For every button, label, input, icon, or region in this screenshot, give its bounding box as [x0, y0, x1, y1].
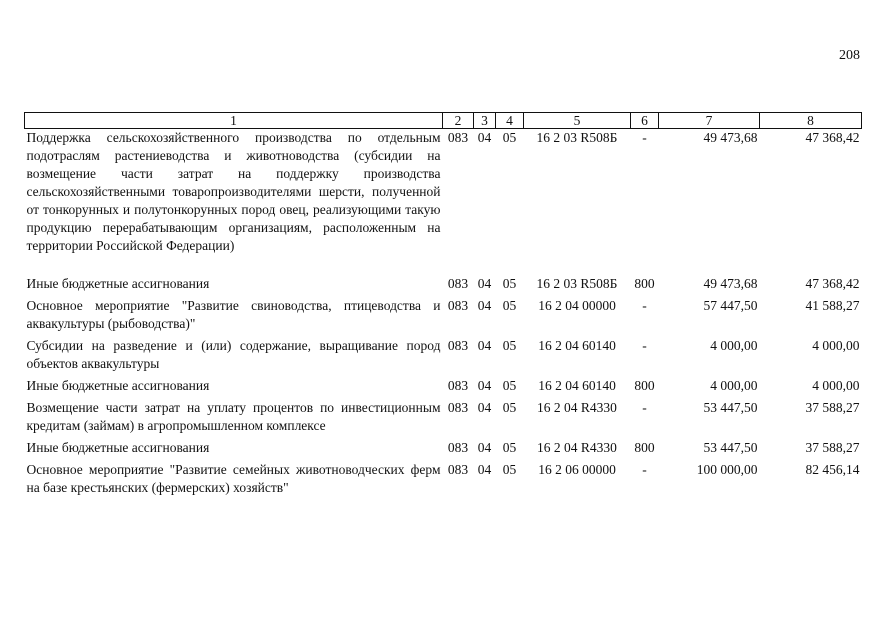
row-sum-1: 53 447,50 — [703, 400, 758, 415]
row-rz: 04 — [477, 276, 492, 291]
row-vr: 800 — [634, 378, 655, 393]
row-rz: 04 — [477, 440, 492, 455]
row-gr: 083 — [447, 338, 469, 353]
row-pr: 05 — [502, 298, 517, 313]
row-gr: 083 — [447, 130, 469, 145]
row-gr: 083 — [447, 400, 469, 415]
table-row — [25, 435, 862, 457]
row-sum-2: 47 368,42 — [805, 130, 860, 145]
row-name: Субсидии на разведение и (или) содержание, выращивание пород объектов аквакультуры — [26, 338, 441, 371]
row-sum-2: 82 456,14 — [805, 462, 860, 477]
row-name: Иные бюджетные ассигнования — [26, 276, 210, 291]
row-vr: - — [642, 462, 647, 477]
row-csr: 16 2 04 60140 — [538, 338, 616, 353]
row-name: Возмещение части затрат на уплату процентов по инвестиционным кредитам (займам) в агропромышленном комплексе — [26, 400, 441, 433]
row-name: Основное мероприятие "Развитие семейных животноводческих ферм на базе крестьянских (фермерских) хозяйств" — [26, 462, 441, 495]
row-name: Поддержка сельскохозяйственного производства по отдельным подотраслям растениеводства и животноводства (субсидии на возмещение части затрат на поддержку производства сельскохозяйственными товаропроизводителями шерсти, полученной от тонкорунных и полутонкорунных пород овец, реализующими такую продукцию перерабатывающим организациям, расположенным на территории Российской Федерации) — [26, 130, 441, 253]
row-sum-1: 4 000,00 — [710, 338, 758, 353]
row-sum-1: 49 473,68 — [703, 276, 758, 291]
row-gr: 083 — [447, 298, 469, 313]
row-gr: 083 — [447, 276, 469, 291]
row-pr: 05 — [502, 378, 517, 393]
header-col-1: 1 — [25, 113, 443, 129]
header-col-8: 8 — [760, 113, 862, 129]
row-pr: 05 — [502, 462, 517, 477]
row-sum-1: 49 473,68 — [703, 130, 758, 145]
row-vr: 800 — [634, 276, 655, 291]
row-rz: 04 — [477, 298, 492, 313]
row-rz: 04 — [477, 400, 492, 415]
row-name: Иные бюджетные ассигнования — [26, 378, 210, 393]
budget-table — [24, 112, 862, 497]
row-pr: 05 — [502, 130, 517, 145]
row-sum-2: 37 588,27 — [805, 440, 860, 455]
row-name: Основное мероприятие "Развитие свиноводства, птицеводства и аквакультуры (рыбоводства)" — [26, 298, 441, 331]
row-sum-1: 57 447,50 — [703, 298, 758, 313]
header-col-2: 2 — [443, 113, 474, 129]
row-vr: - — [642, 298, 647, 313]
row-pr: 05 — [502, 440, 517, 455]
header-row — [25, 113, 862, 129]
row-sum-2: 37 588,27 — [805, 400, 860, 415]
row-gr: 083 — [447, 462, 469, 477]
row-vr: 800 — [634, 440, 655, 455]
row-sum-2: 4 000,00 — [812, 378, 860, 393]
row-vr: - — [642, 338, 647, 353]
row-gr: 083 — [447, 378, 469, 393]
row-csr: 16 2 04 R4330 — [537, 440, 617, 455]
row-rz: 04 — [477, 378, 492, 393]
row-gr: 083 — [447, 440, 469, 455]
row-sum-1: 100 000,00 — [696, 462, 758, 477]
row-sum-2: 41 588,27 — [805, 298, 860, 313]
row-csr: 16 2 03 R508Б — [536, 130, 618, 145]
row-rz: 04 — [477, 130, 492, 145]
row-sum-2: 4 000,00 — [812, 338, 860, 353]
header-col-5: 5 — [524, 113, 631, 129]
table-row — [25, 255, 862, 293]
row-sum-2: 47 368,42 — [805, 276, 860, 291]
row-csr: 16 2 06 00000 — [538, 462, 616, 477]
row-rz: 04 — [477, 462, 492, 477]
row-csr: 16 2 04 R4330 — [537, 400, 617, 415]
row-csr: 16 2 03 R508Б — [536, 276, 618, 291]
row-csr: 16 2 04 00000 — [538, 298, 616, 313]
header-col-4: 4 — [496, 113, 524, 129]
table-row — [25, 395, 862, 435]
row-vr: - — [642, 400, 647, 415]
row-name: Иные бюджетные ассигнования — [26, 440, 210, 455]
header-col-6: 6 — [631, 113, 659, 129]
table-row — [25, 457, 862, 497]
row-sum-1: 4 000,00 — [710, 378, 758, 393]
row-rz: 04 — [477, 338, 492, 353]
header-col-7: 7 — [659, 113, 760, 129]
table-row — [25, 333, 862, 373]
header-col-3: 3 — [474, 113, 496, 129]
row-vr: - — [642, 130, 647, 145]
table-row — [25, 373, 862, 395]
row-pr: 05 — [502, 276, 517, 291]
row-pr: 05 — [502, 400, 517, 415]
page-number: 208 — [839, 48, 860, 63]
row-csr: 16 2 04 60140 — [538, 378, 616, 393]
table-row — [25, 129, 862, 256]
row-sum-1: 53 447,50 — [703, 440, 758, 455]
row-pr: 05 — [502, 338, 517, 353]
table-row — [25, 293, 862, 333]
